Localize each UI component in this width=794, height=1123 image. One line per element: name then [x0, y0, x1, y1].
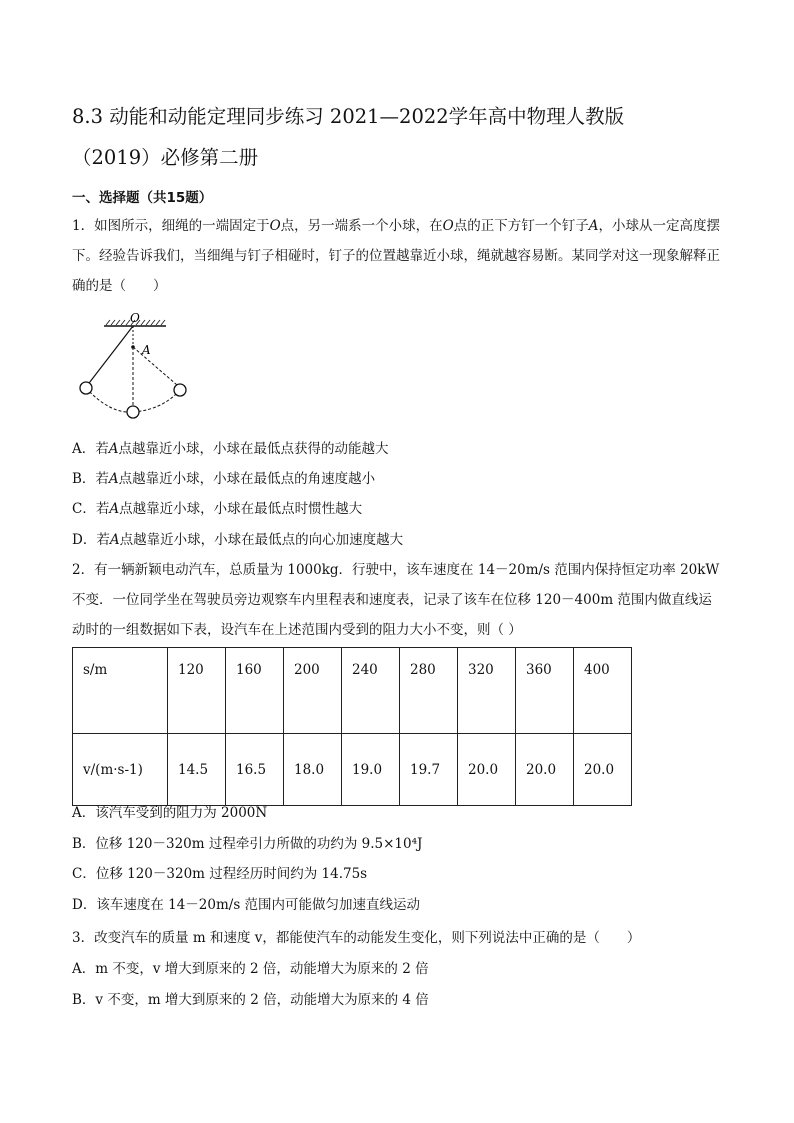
question-1-option-a: A．若A点越靠近小球，小球在最低点获得的动能越大 — [72, 441, 389, 457]
pendulum-figure — [70, 310, 200, 422]
table-cell: 120 — [168, 648, 226, 734]
question-1-stem: 1．如图所示，细绳的一端固定于O点，另一端系一个小球，在O点的正下方钉一个钉子A，小球从一定高度摆下。经验告诉我们，当细绳与钉子相碰时，钉子的位置越靠近小球，绳就越容易断。某同学对这一现象解释正确的是（ ） — [72, 218, 720, 294]
question-1-option-d: D．若A点越靠近小球，小球在最低点的向心加速度越大 — [72, 532, 404, 548]
question-2-option-c: C．位移 120－320m 过程经历时间约为 14.75s — [72, 866, 368, 882]
title-line-2: （2019）必修第二册 — [72, 146, 259, 169]
table-row — [73, 648, 632, 734]
table-cell: 240 — [342, 648, 400, 734]
table-cell: 19.0 — [342, 734, 400, 806]
table-cell: 18.0 — [284, 734, 342, 806]
ball-start — [80, 382, 92, 394]
label-O: O — [130, 311, 140, 325]
title-line-1: 8.3 动能和动能定理同步练习 2021—2022学年高中物理人教版 — [72, 105, 625, 128]
question-2-option-a: A．该汽车受到的阻力为 2000N — [72, 805, 268, 821]
section-heading: 一、选择题（共15题） — [72, 190, 213, 206]
table-cell: 200 — [284, 648, 342, 734]
ball-bottom — [127, 406, 139, 418]
question-3-option-b: B．v 不变，m 增大到原来的 2 倍，动能增大为原来的 4 倍 — [72, 992, 429, 1008]
question-2-option-d: D．该车速度在 14－20m/s 范围内可能做匀加速直线运动 — [72, 897, 421, 913]
document-title — [72, 103, 732, 172]
table-cell: 14.5 — [168, 734, 226, 806]
table-row — [73, 734, 632, 806]
table-cell: 280 — [400, 648, 458, 734]
table-cell: 320 — [458, 648, 516, 734]
question-3-option-a: A．m 不变，v 增大到原来的 2 倍，动能增大为原来的 2 倍 — [72, 961, 429, 977]
table-cell: 360 — [516, 648, 574, 734]
data-table — [72, 647, 632, 806]
table-cell: 16.5 — [226, 734, 284, 806]
table-cell: 20.0 — [458, 734, 516, 806]
table-cell: v/(m·s-1) — [73, 734, 168, 806]
table-cell: 19.7 — [400, 734, 458, 806]
question-2-stem: 2．有一辆新颖电动汽车，总质量为 1000kg．行驶中，该车速度在 14－20m/s 范围内保持恒定功率 20kW 不变．一位同学坐在驾驶员旁边观察车内里程表和速度表，记录了该车在位移 120－400m 范围内做直线运动时的一组数据如下表，设汽车在上述范围内受到的阻力大小不变，则（ ） — [72, 562, 720, 638]
table-cell: 160 — [226, 648, 284, 734]
question-2-option-b: B．位移 120－320m 过程牵引力所做的功约为 9.5×10⁴J — [72, 836, 423, 852]
table-cell: 400 — [574, 648, 632, 734]
label-A: A — [142, 343, 151, 357]
question-1-option-c: C．若A点越靠近小球，小球在最低点时惯性越大 — [72, 501, 363, 517]
table-cell: 20.0 — [516, 734, 574, 806]
question-1-option-b: B．若A点越靠近小球，小球在最低点的角速度越小 — [72, 471, 376, 487]
ball-end — [174, 384, 186, 396]
table-cell: s/m — [73, 648, 168, 734]
question-3-stem: 3．改变汽车的质量 m 和速度 v，都能使汽车的动能发生变化，则下列说法中正确的是（ ） — [72, 930, 641, 946]
table-cell: 20.0 — [574, 734, 632, 806]
